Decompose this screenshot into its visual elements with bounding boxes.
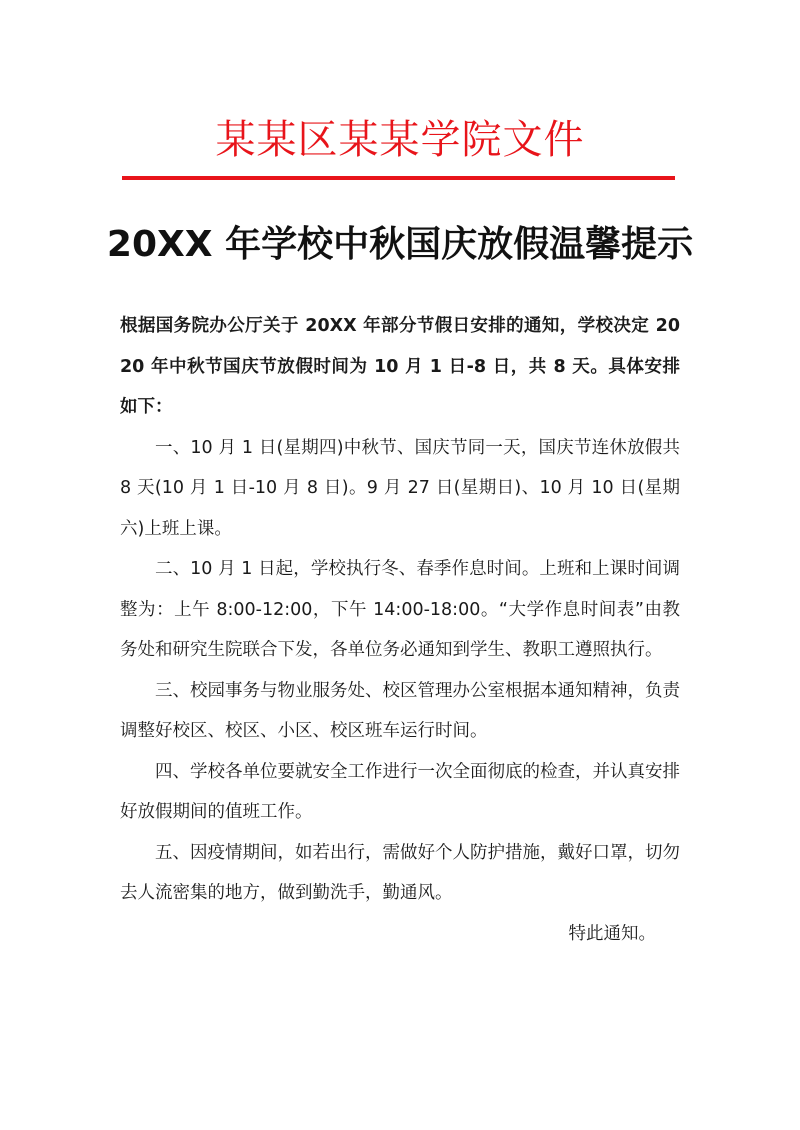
item-paragraph-2: 二、10 月 1 日起，学校执行冬、春季作息时间。上班和上课时间调整为：上午 8:00-12:00，下午 14:00-18:00。“大学作息时间表”由教务处和研究生院联合下发，各单位务必通知到学生、教职工遵照执行。 [120,559,680,660]
document-title: 20XX 年学校中秋国庆放假温馨提示 [106,224,694,265]
closing-line: 特此通知。 [568,923,656,944]
issuer-header: 某某区某某学院文件 [215,117,585,163]
item-paragraph-5: 五、因疫情期间，如若出行，需做好个人防护措施，戴好口罩，切勿去人流密集的地方，做到勤洗手，勤通风。 [120,842,680,903]
item-paragraph-1: 一、10 月 1 日(星期四)中秋节、国庆节同一天，国庆节连休放假共 8 天(10 月 1 日-10 月 8 日)。9 月 27 日(星期日)、10 月 10 日(星期六)上班上课。 [120,437,680,539]
intro-paragraph: 根据国务院办公厅关于 20XX 年部分节假日安排的通知，学校决定 2020 年中秋节国庆节放假时间为 10 月 1 日-8 日，共 8 天。具体安排如下： [120,316,680,417]
document-body [120,306,680,954]
item-paragraph-3: 三、校园事务与物业服务处、校区管理办公室根据本通知精神，负责调整好校区、校区、小区、校区班车运行时间。 [120,680,680,741]
red-divider-line [122,176,675,180]
item-paragraph-4: 四、学校各单位要就安全工作进行一次全面彻底的检查，并认真安排好放假期间的值班工作。 [120,761,680,822]
